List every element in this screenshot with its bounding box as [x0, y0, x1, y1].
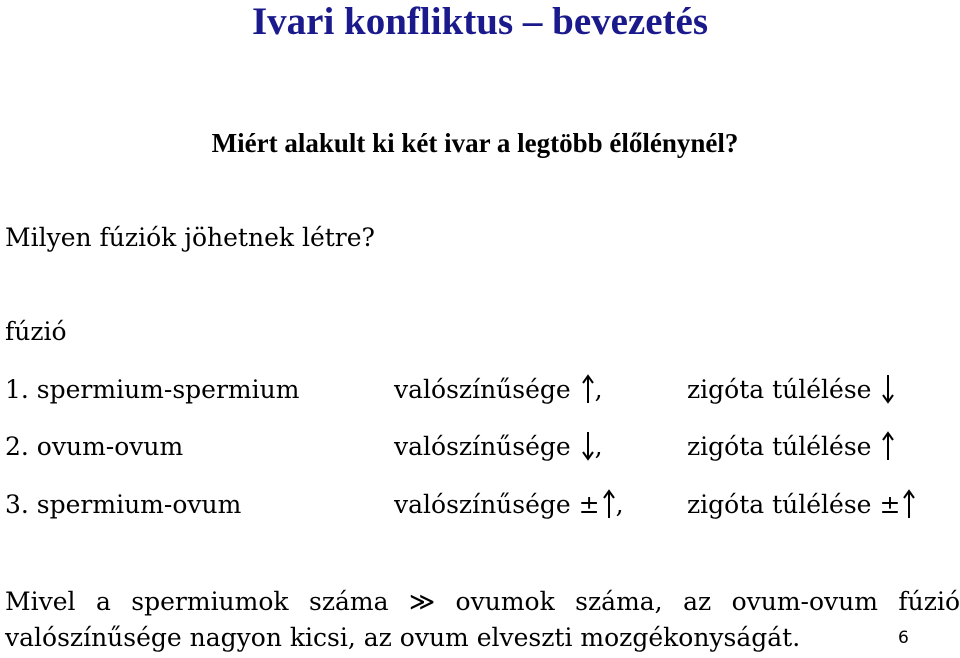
intro-text: Milyen fúziók jöhetnek létre? [5, 223, 375, 252]
down-arrow-icon [881, 374, 895, 404]
probability-label: valószínűsége [394, 432, 571, 461]
fusion-pair: 2. ovum-ovum [5, 432, 184, 461]
up-arrow-icon [902, 489, 916, 519]
slide-question: Miért alakult ki két ivar a legtöbb élőlénynél? [211, 128, 739, 158]
survival-cell [687, 489, 916, 521]
fusion-row-1 [5, 374, 955, 408]
probability-cell [394, 431, 603, 463]
probability-cell [394, 374, 603, 406]
fusion-pair: 3. spermium-ovum [5, 490, 242, 519]
survival-prefix: ± [879, 490, 901, 519]
probability-suffix: , [594, 375, 603, 404]
up-arrow-icon [581, 374, 595, 404]
survival-label: zigóta túlélése [687, 432, 872, 461]
fusion-label: fúzió [5, 317, 67, 346]
fusion-row-2 [5, 431, 955, 465]
survival-cell [687, 374, 895, 406]
fusion-row-3 [5, 489, 955, 523]
probability-cell [394, 489, 624, 521]
conclusion-paragraph [5, 584, 960, 656]
up-arrow-icon [602, 489, 616, 519]
probability-label: valószínűsége [394, 375, 571, 404]
conclusion-line-1: Mivel a spermiumok száma ≫ ovumok száma, az ovum-ovum fúzió [5, 587, 960, 616]
conclusion-line-2: valószínűsége nagyon kicsi, az ovum elveszti mozgékonyságát. [5, 623, 801, 652]
up-arrow-icon [881, 431, 895, 461]
probability-suffix: , [615, 490, 624, 519]
down-arrow-icon [581, 431, 595, 461]
fusion-pair: 1. spermium-spermium [5, 375, 300, 404]
survival-label: zigóta túlélése [687, 490, 872, 519]
probability-suffix: , [594, 432, 603, 461]
page-number: 6 [898, 628, 909, 648]
survival-cell [687, 431, 895, 463]
probability-prefix: ± [578, 490, 600, 519]
survival-label: zigóta túlélése [687, 375, 872, 404]
slide-title: Ivari konfliktus – bevezetés [251, 0, 709, 43]
probability-label: valószínűsége [394, 490, 571, 519]
